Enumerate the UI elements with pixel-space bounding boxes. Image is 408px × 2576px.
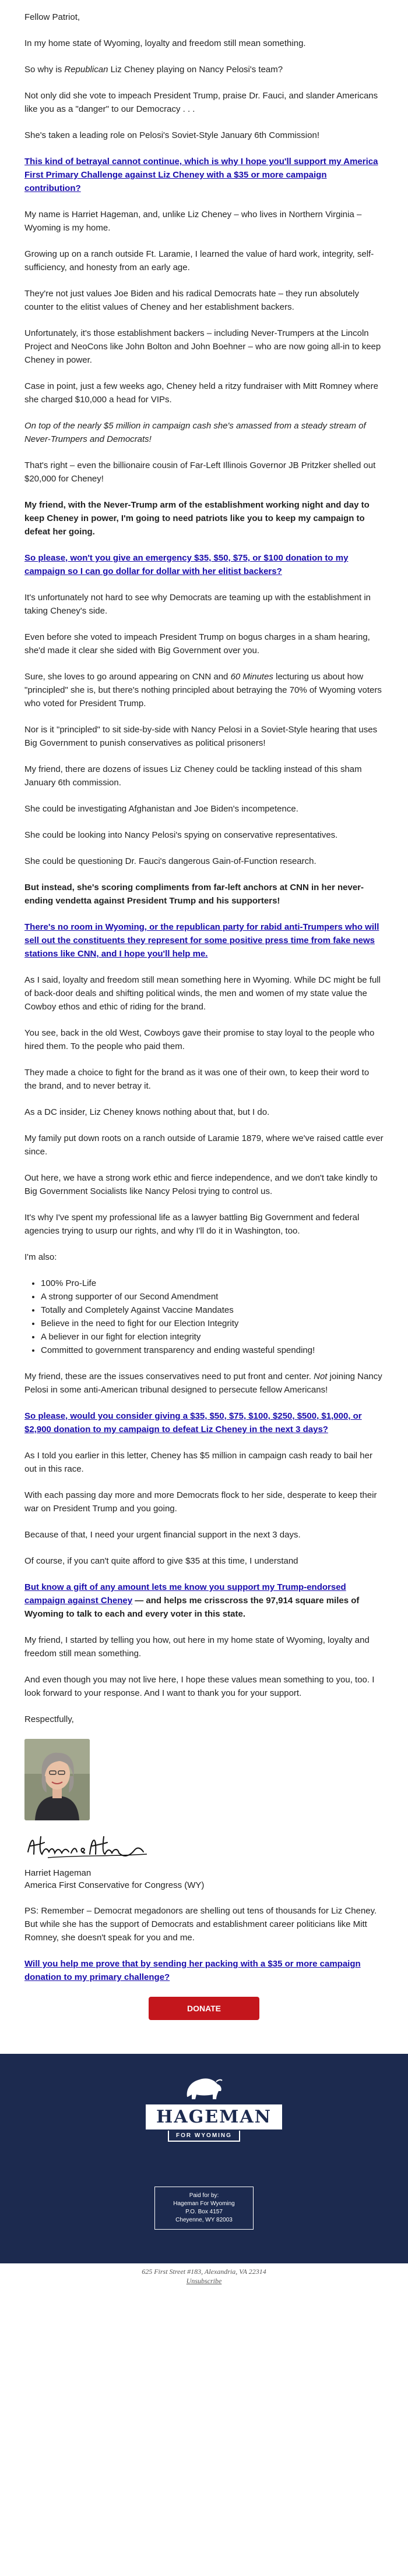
paragraph: Unfortunately, it's those establishment backers – including Never-Trumpers at the Lincoln Project and NeoCons like John Bolton and John Boehner – who are now going all-in to keep Cheney in power.: [24, 328, 381, 365]
paid-for-disclaimer: Paid for by: Hageman For Wyoming P.O. Box 4157 Cheyenne, WY 82003: [154, 2187, 254, 2230]
donation-link[interactable]: Will you help me prove that by sending her packing with a $35 or more campaign donation to my primary challenge?: [24, 1959, 361, 1982]
logo-subtitle: FOR WYOMING: [168, 2131, 240, 2142]
postscript: PS: Remember – Democrat megadonors are shelling out tens of thousands for Liz Cheney. But while she has the support of Democrats and establishment career politicians like Mitt Romney, she doesn't speak for you and me.: [24, 1906, 377, 1943]
paragraph: As a DC insider, Liz Cheney knows nothing about that, but I do.: [24, 1107, 270, 1117]
letter-body: [24, 0, 384, 2020]
candidate-photo: [24, 1739, 90, 1820]
paragraph: As I said, loyalty and freedom still mean something here in Wyoming. While DC might be full of back-door deals and shifting political winds, the men and women of my state value the Cowboy ethos and ethic of riding for the brand.: [24, 975, 381, 1012]
paragraph: And even though you may not live here, I hope these values mean something to you, too. I look forward to your response. And I want to thank you for your support.: [24, 1675, 375, 1698]
list-item: • A strong supporter of our Second Amendment: [41, 1290, 384, 1303]
paragraph: So why is Republican Liz Cheney playing on Nancy Pelosi's team?: [24, 65, 283, 75]
paragraph: Of course, if you can't quite afford to give $35 at this time, I understand: [24, 1556, 298, 1566]
paragraph: In my home state of Wyoming, loyalty and freedom still mean something.: [24, 38, 306, 48]
paragraph: Nor is it "principled" to sit side-by-side with Nancy Pelosi in a Soviet-Style hearing that uses Big Government to punish conservatives as political prisoners!: [24, 725, 378, 748]
paragraph: My friend, these are the issues conservatives need to put front and center. Not joining Nancy Pelosi in some anti-American tribunal designed to persecute fellow Americans!: [24, 1372, 382, 1395]
paragraph: She could be questioning Dr. Fauci's dangerous Gain-of-Function research.: [24, 856, 316, 866]
paragraph: Even before she voted to impeach President Trump on bogus charges in a sham hearing, she'd made it clear she sided with Big Government over you.: [24, 632, 370, 655]
mailing-address: 625 First Street #183, Alexandria, VA 22314 Unsubscribe: [142, 2267, 266, 2285]
list-item: • Committed to government transparency and ending wasteful spending!: [41, 1344, 384, 1357]
beliefs-list: [24, 1277, 384, 1357]
list-item: • Totally and Completely Against Vaccine Mandates: [41, 1303, 384, 1317]
paragraph: My friend, I started by telling you how, out here in my home state of Wyoming, loyalty and freedom still mean something.: [24, 1635, 370, 1659]
paragraph: Not only did she vote to impeach President Trump, praise Dr. Fauci, and slander Americans like you as a "danger" to our Democracy . . .: [24, 91, 378, 114]
donation-link[interactable]: There's no room in Wyoming, or the republican party for rabid anti-Trumpers who will sell out the constituents they represent for some positive press time from fake news stations like CNN, and I hope you'll help me.: [24, 922, 379, 959]
paragraph: Out here, we have a strong work ethic and fierce independence, and we don't take kindly to Big Government Socialists like Nancy Pelosi trying to control us.: [24, 1173, 378, 1196]
paragraph: But instead, she's scoring compliments from far-left anchors at CNN in her never-ending vendetta against President Trump and his supporters!: [24, 883, 364, 906]
list-item: • Believe in the need to fight for our Election Integrity: [41, 1317, 384, 1330]
logo-name: HAGEMAN: [146, 2104, 282, 2129]
paragraph: My family put down roots on a ranch outside of Laramie 1879, where we've raised cattle ever since.: [24, 1133, 384, 1157]
footer: [0, 2054, 408, 2263]
list-item: • 100% Pro-Life: [41, 1277, 384, 1290]
paragraph: She could be looking into Nancy Pelosi's spying on conservative representatives.: [24, 830, 338, 840]
paragraph: As I told you earlier in this letter, Cheney has $5 million in campaign cash ready to bail her out in this race.: [24, 1451, 372, 1474]
paragraph: Because of that, I need your urgent financial support in the next 3 days.: [24, 1530, 301, 1540]
paragraph: On top of the nearly $5 million in campaign cash she's amassed from a steady stream of Never-Trumpers and Democrats!: [24, 421, 366, 444]
paragraph: They're not just values Joe Biden and his radical Democrats hate – they run absolutely counter to the elitist values of Cheney and her establishment backers.: [24, 289, 360, 312]
paragraph: I'm also:: [24, 1252, 57, 1262]
paragraph: You see, back in the old West, Cowboys gave their promise to stay loyal to the people who hired them. To the people who paid them.: [24, 1028, 375, 1051]
donation-link[interactable]: So please, won't you give an emergency $35, $50, $75, or $100 donation to my campaign so I can go dollar for dollar with her elitist backers?: [24, 553, 349, 576]
donate-section: [24, 1997, 384, 2020]
paragraph: My friend, there are dozens of issues Liz Cheney could be tackling instead of this sham January 6th commission.: [24, 764, 362, 788]
paragraph: It's why I've spent my professional life as a lawyer battling Big Government and federal agencies trying to usurp our rights, and why I'll do it in Washington, too.: [24, 1213, 360, 1236]
list-item: • A believer in our fight for election integrity: [41, 1330, 384, 1344]
donation-link[interactable]: This kind of betrayal cannot continue, which is why I hope you'll support my America First Primary Challenge against Liz Cheney with a $35 or more campaign contribution?: [24, 157, 378, 193]
paragraph: Sure, she loves to go around appearing on CNN and 60 Minutes lecturing us about how "principled" she is, but there's nothing principled about betraying the 70% of Wyoming voters who voted for President Trump.: [24, 672, 382, 708]
paragraph: Growing up on a ranch outside Ft. Laramie, I learned the value of hard work, integrity, self-sufficiency, and honesty from an early age.: [24, 249, 374, 272]
signer-name: Harriet Hageman: [24, 1868, 92, 1878]
campaign-logo: [146, 2074, 272, 2142]
paragraph: With each passing day more and more Democrats flock to her side, desperate to keep their war on President Trump and you going.: [24, 1490, 377, 1514]
paragraph: She's taken a leading role on Pelosi's Soviet-Style January 6th Commission!: [24, 130, 319, 140]
paragraph: My friend, with the Never-Trump arm of the establishment working night and day to keep Cheney in power, I'm going to need patriots like you to keep my campaign to defeat her going.: [24, 500, 370, 537]
paragraph: Case in point, just a few weeks ago, Cheney held a ritzy fundraiser with Mitt Romney where she charged $10,000 a head for VIPs.: [24, 381, 378, 405]
bison-icon: [184, 2074, 224, 2100]
closing: Respectfully,: [24, 1714, 74, 1724]
unsubscribe-link[interactable]: Unsubscribe: [186, 2277, 222, 2285]
handwritten-signature: [24, 1831, 153, 1861]
signer-title: America First Conservative for Congress (WY): [24, 1880, 205, 1890]
paragraph: It's unfortunately not hard to see why Democrats are teaming up with the establishment in taking Cheney's side.: [24, 593, 371, 616]
paragraph: She could be investigating Afghanistan and Joe Biden's incompetence.: [24, 804, 298, 814]
paragraph: They made a choice to fight for the brand as it was one of their own, to keep their word to the brand, and to never betray it.: [24, 1068, 370, 1091]
salutation: Fellow Patriot,: [24, 12, 80, 22]
paragraph: That's right – even the billionaire cousin of Far-Left Illinois Governor JB Pritzker shelled out $20,000 for Cheney!: [24, 460, 376, 484]
signature-block: [24, 1867, 384, 1891]
paragraph: But know a gift of any amount lets me know you support my Trump-endorsed campaign against Cheney — and helps me crisscross the 97,914 square miles of Wyoming to talk to each and every voter in this state.: [24, 1582, 360, 1619]
donation-link[interactable]: But know a gift of any amount lets me know you support my Trump-endorsed campaign against Cheney: [24, 1582, 346, 1606]
donate-button[interactable]: DONATE: [149, 1997, 259, 2020]
donation-link[interactable]: So please, would you consider giving a $35, $50, $75, $100, $250, $500, $1,000, or $2,900 donation to my campaign to defeat Liz Cheney in the next 3 days?: [24, 1411, 362, 1434]
paragraph: My name is Harriet Hageman, and, unlike Liz Cheney – who lives in Northern Virginia – Wyoming is my home.: [24, 210, 362, 233]
